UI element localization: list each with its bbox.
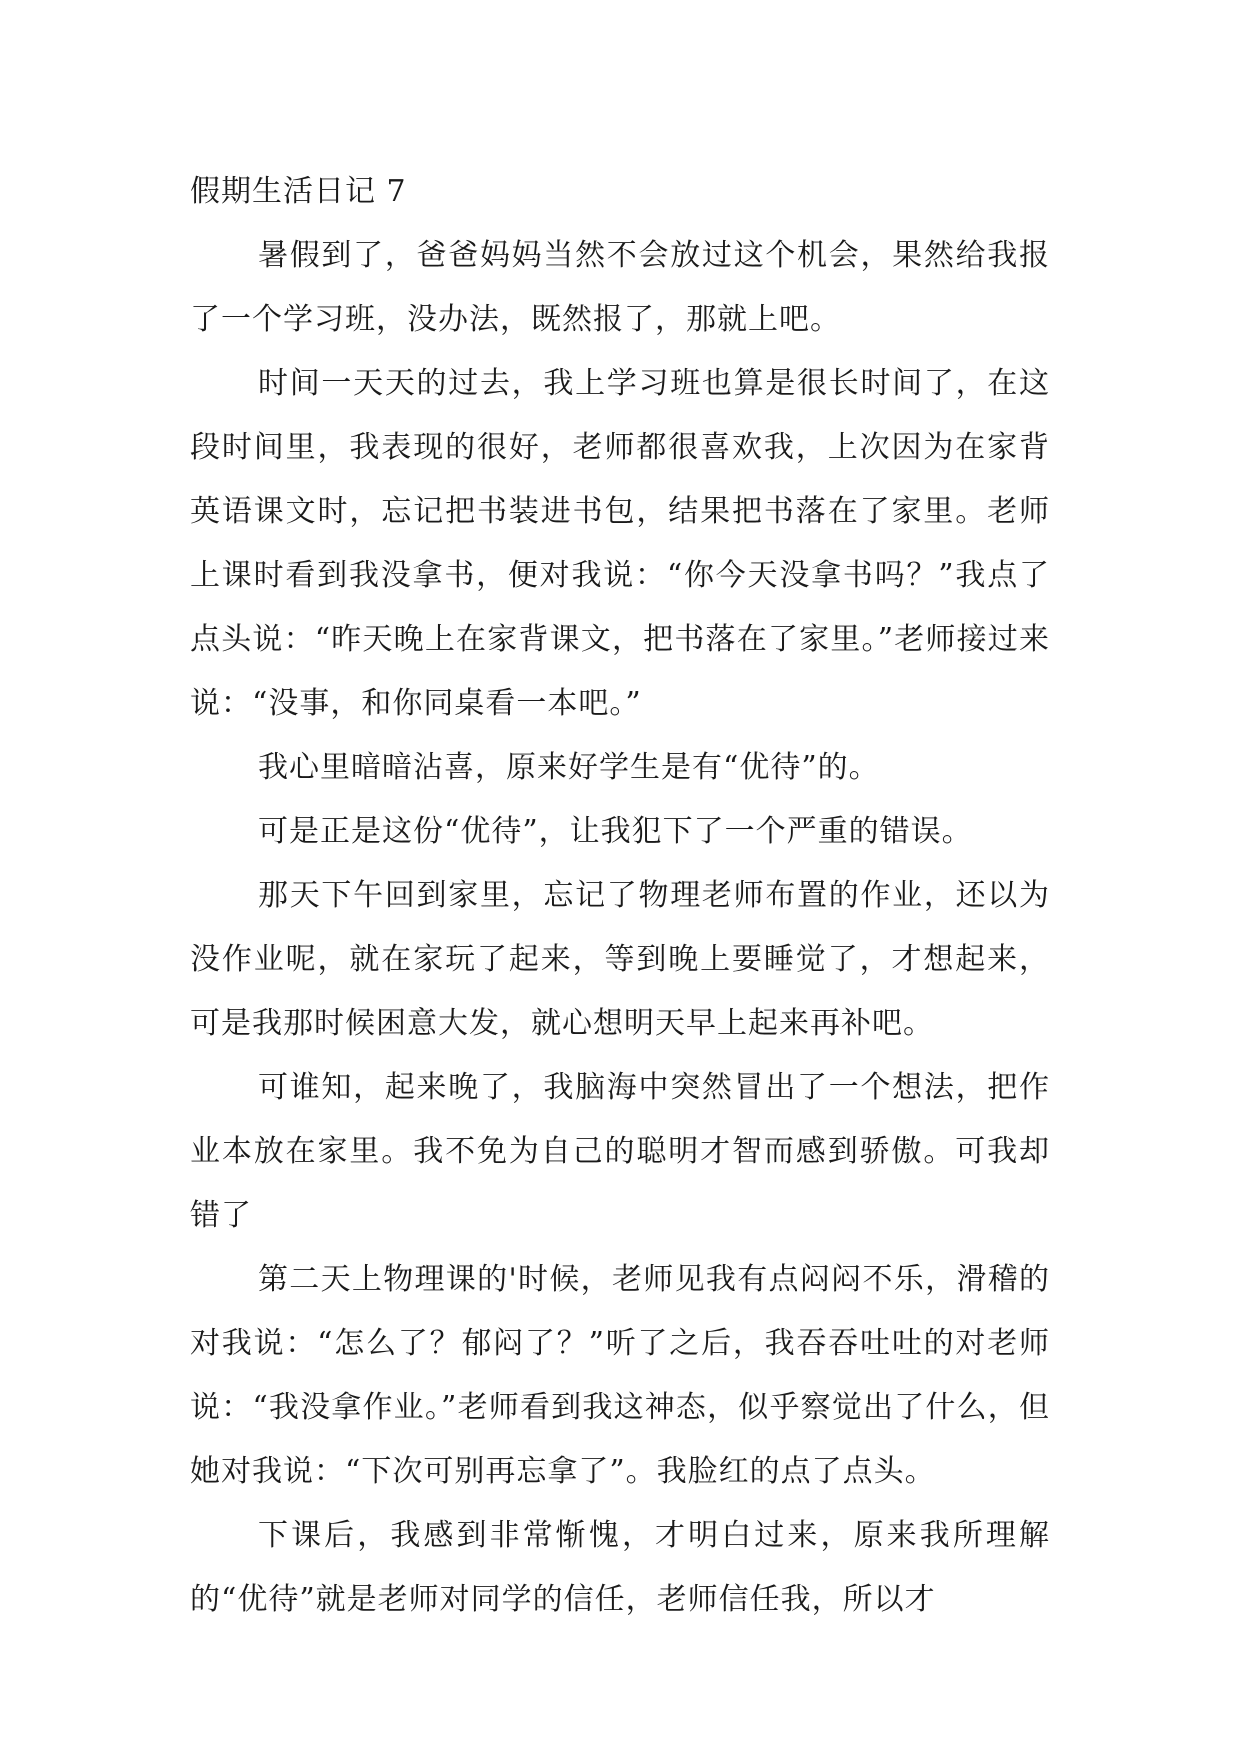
paragraph-8: 下课后，我感到非常惭愧，才明白过来，原来我所理解的“优待”就是老师对同学的信任，老师信任我，所以才 (190, 1518, 1050, 1617)
paragraph-2: 时间一天天的过去，我上学习班也算是很长时间了，在这段时间里，我表现的很好，老师都很喜欢我，上次因为在家背英语课文时，忘记把书装进书包，结果把书落在了家里。老师上课时看到我没拿书，便对我说：“你今天没拿书吗？”我点了点头说：“昨天晚上在家背课文，把书落在了家里。”老师接过来说：“没事，和你同桌看一本吧。” (190, 366, 1050, 721)
paragraph-7: 第二天上物理课的'时候，老师见我有点闷闷不乐，滑稽的对我说：“怎么了？郁闷了？”听了之后，我吞吞吐吐的对老师说：“我没拿作业。”老师看到我这神态，似乎察觉出了什么，但她对我说：“下次可别再忘拿了”。我脸红的点了点头。 (190, 1262, 1050, 1489)
paragraph-6: 可谁知，起来晚了，我脑海中突然冒出了一个想法，把作业本放在家里。我不免为自己的聪明才智而感到骄傲。可我却错了 (190, 1070, 1050, 1233)
paragraph-1: 暑假到了，爸爸妈妈当然不会放过这个机会，果然给我报了一个学习班，没办法，既然报了，那就上吧。 (190, 238, 1050, 337)
document-title: 假期生活日记 7 (190, 174, 407, 209)
document-body (190, 160, 1050, 1632)
paragraph-3: 我心里暗暗沾喜，原来好学生是有“优待”的。 (258, 750, 880, 785)
paragraph-4: 可是正是这份“优待”，让我犯下了一个严重的错误。 (258, 814, 973, 849)
paragraph-5: 那天下午回到家里，忘记了物理老师布置的作业，还以为没作业呢，就在家玩了起来，等到晚上要睡觉了，才想起来，可是我那时候困意大发，就心想明天早上起来再补吧。 (190, 878, 1050, 1041)
